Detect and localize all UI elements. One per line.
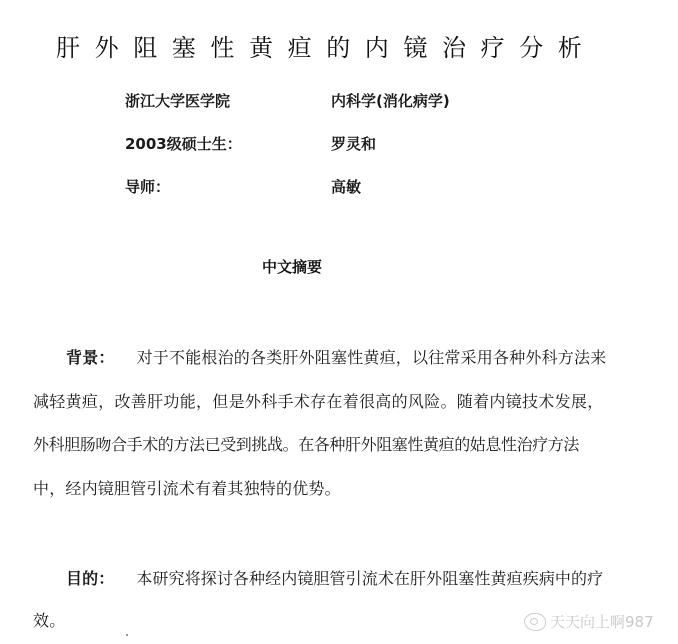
abstract-heading: 中文摘要 [262, 258, 323, 276]
paragraph-line: 减轻黄疸，改善肝功能，但是外科手术存在着很高的风险。随着内镜技术发展， [33, 392, 604, 411]
advisor-label: 导师： [125, 178, 171, 196]
paragraph-line [66, 566, 603, 589]
paragraph-line: 效。 [33, 611, 66, 630]
page-title: 肝外阻塞性黄疸的内镜治疗分析 [56, 34, 597, 62]
paragraph-line [66, 345, 606, 368]
student-label: 2003级硕士生： [125, 135, 242, 153]
line-text: 本研究将探讨各种经内镜胆管引流术在肝外阻塞性黄疸疾病中的疗 [136, 569, 604, 588]
line-text: 对于不能根治的各类肝外阻塞性黄疸，以往常采用各种外科方法来 [136, 348, 607, 367]
watermark-text: 天天向上啊987 [550, 613, 654, 631]
major-value: 内科学(消化病学) [331, 92, 450, 110]
watermark [524, 611, 654, 632]
section-label: 目的： [66, 569, 115, 588]
section-label: 背景： [66, 348, 115, 367]
scan-speck [126, 634, 128, 636]
institution-label: 浙江大学医学院 [125, 92, 231, 110]
student-name: 罗灵和 [331, 135, 377, 153]
advisor-name: 高敏 [331, 178, 362, 196]
weibo-icon [524, 613, 546, 631]
paragraph-line: 中，经内镜胆管引流术有着其独特的优势。 [33, 479, 341, 498]
paragraph-line: 外科胆肠吻合手术的方法已受到挑战。在各种肝外阻塞性黄疸的姑息性治疗方法 [33, 435, 580, 454]
